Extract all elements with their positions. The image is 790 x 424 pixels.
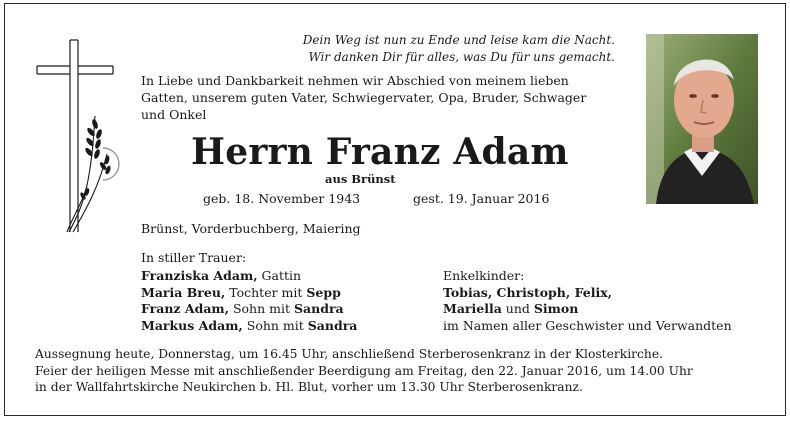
- mourner-name: Franz Adam,: [141, 301, 229, 316]
- service-line: Feier der heiligen Messe mit anschließender Beerdigung am Freitag, den 22. Januar 2016, um 14.00 Uhr: [35, 363, 693, 378]
- cross-with-wheat-icon: [33, 36, 123, 236]
- mourner-partner: Sepp: [306, 284, 341, 300]
- service-details: [35, 346, 759, 396]
- deceased-name: Herrn Franz Adam: [191, 131, 569, 173]
- intro-text: [141, 72, 631, 123]
- service-line: in der Wallfahrtskirche Neukirchen b. Hl. Blut, vorher um 13.30 Uhr Sterberosenkranz.: [35, 380, 583, 394]
- grandchild-name: Mariella: [443, 301, 502, 316]
- portrait-photo: [646, 34, 758, 204]
- grandchild-name: Simon: [533, 301, 579, 316]
- mourner-name: Markus Adam,: [141, 317, 243, 333]
- obituary-card: [4, 3, 786, 416]
- mourner-name: Maria Breu,: [141, 284, 226, 300]
- service-line: Aussegnung heute, Donnerstag, um 16.45 Uhr, anschließend Sterberosenkranz in der Klosterkirche.: [35, 347, 664, 361]
- grandchildren-line: [443, 285, 732, 302]
- conjunction: und: [501, 301, 534, 316]
- mourners-label: In stiller Trauer:: [141, 250, 247, 265]
- mourner-partner: Sandra: [307, 317, 358, 333]
- places: Brünst, Vorderbuchberg, Maiering: [141, 221, 361, 236]
- death-date: gest. 19. Januar 2016: [413, 191, 550, 206]
- intro-line: In Liebe und Dankbarkeit nehmen wir Abschied von meinem lieben: [141, 73, 569, 88]
- list-item: [141, 318, 357, 335]
- list-item: [141, 268, 357, 285]
- mourner-partner: Sandra: [293, 301, 344, 316]
- mourner-relation: Gattin: [257, 268, 302, 283]
- mourner-name: Franziska Adam,: [141, 268, 258, 283]
- quote: [215, 32, 615, 66]
- grandchildren-label: Enkelkinder:: [443, 268, 525, 283]
- grandchildren-names: Tobias, Christoph, Felix,: [443, 284, 613, 300]
- birth-date: geb. 18. November 1943: [203, 191, 361, 206]
- mourner-relation: Sohn mit: [242, 317, 308, 333]
- grandchildren-line: [443, 301, 732, 318]
- deceased-hometown: aus Brünst: [325, 172, 396, 186]
- quote-line: Wir danken Dir für alles, was Du für uns gemacht.: [308, 50, 615, 64]
- relatives-note: im Namen aller Geschwister und Verwandten: [443, 317, 732, 333]
- grandchildren: [443, 268, 732, 334]
- mourners-list: [141, 268, 357, 334]
- intro-line: und Onkel: [141, 107, 207, 122]
- quote-line: Dein Weg ist nun zu Ende und leise kam die Nacht.: [302, 33, 615, 47]
- mourner-relation: Tochter mit: [225, 284, 307, 300]
- list-item: [141, 301, 357, 318]
- mourner-relation: Sohn mit: [229, 301, 294, 316]
- intro-line: Gatten, unserem guten Vater, Schwiegervater, Opa, Bruder, Schwager: [141, 90, 587, 105]
- list-item: [141, 285, 357, 302]
